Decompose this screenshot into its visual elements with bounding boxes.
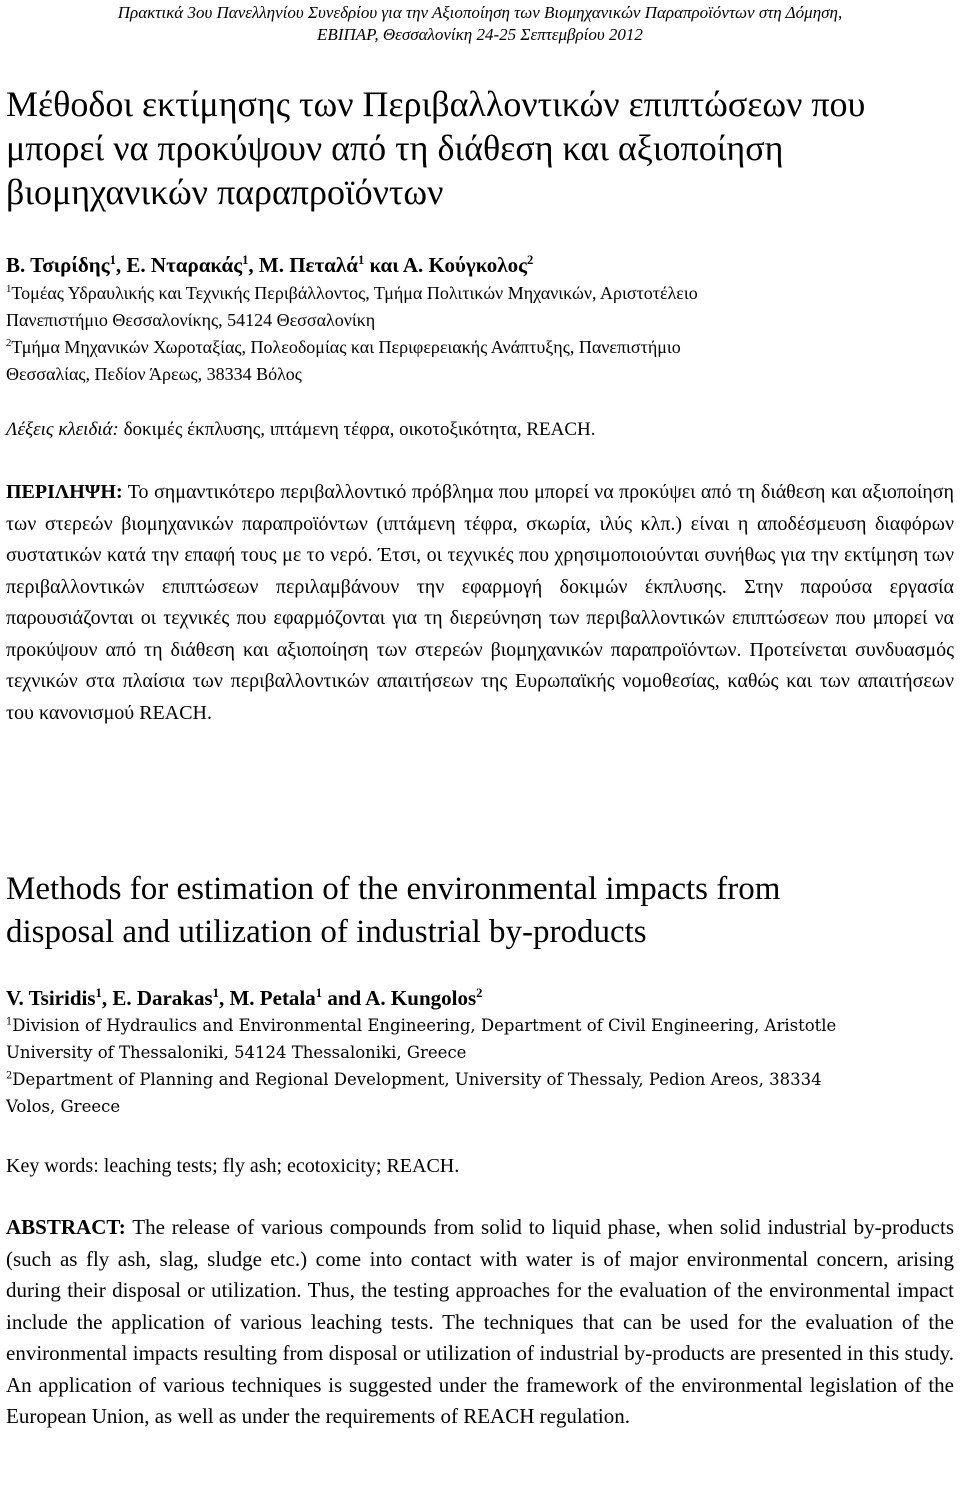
author-name: Α. Κούγκολος bbox=[402, 253, 527, 277]
english-affiliations bbox=[6, 1012, 951, 1120]
affiliation-sup: 2 bbox=[6, 1070, 13, 1082]
greek-keywords bbox=[6, 418, 946, 442]
greek-title-line: μπορεί να προκύψουν από τη διάθεση και αξιοποίηση bbox=[6, 128, 784, 168]
english-title-line: Methods for estimation of the environmental impacts from bbox=[6, 871, 781, 907]
english-authors bbox=[6, 985, 946, 1011]
author-sep: , bbox=[101, 986, 113, 1010]
author-sep: , bbox=[218, 986, 230, 1010]
affiliation-line: University of Thessaloniki, 54124 Thessaloniki, Greece bbox=[6, 1043, 467, 1062]
author-name: V. Tsiridis bbox=[6, 986, 96, 1010]
affiliation-line: Division of Hydraulics and Environmental Engineering, Department of Civil Engineering, Aristotle bbox=[12, 1016, 837, 1035]
proceedings-header bbox=[0, 2, 960, 46]
author-sup: 1 bbox=[242, 253, 249, 267]
author-sup: 1 bbox=[109, 253, 116, 267]
greek-title-line: βιομηχανικών παραπροϊόντων bbox=[6, 172, 444, 212]
abstract-text: The release of various compounds from solid to liquid phase, when solid industrial by-products (such as fly ash, slag, sludge etc.) come into contact with water is of major environmental concern, arising during their disposal or utilization. Thus, the testing approaches for the evaluation of the environmental impact include the application of various leaching tests. The techniques that can be used for the evaluation of the environmental impacts resulting from disposal or utilization of industrial by-products are presented in this study. An application of various techniques is suggested under the framework of the environmental legislation of the European Union, as well as under the requirements of REACH regulation. bbox=[6, 1215, 954, 1428]
author-name: A. Kungolos bbox=[365, 986, 477, 1010]
affiliation-line: Τομέας Υδραυλικής και Τεχνικής Περιβάλλοντος, Τμήμα Πολιτικών Μηχανικών, Αριστοτέλειο bbox=[11, 283, 698, 303]
abstract-label: ABSTRACT: bbox=[6, 1215, 126, 1239]
english-title bbox=[6, 868, 946, 954]
author-name: Ε. Νταρακάς bbox=[126, 253, 243, 277]
affiliation-sup: 1 bbox=[6, 283, 12, 295]
greek-abstract bbox=[6, 477, 954, 729]
keywords-label: Λέξεις κλειδιά: bbox=[6, 419, 119, 440]
greek-title-line: Μέθοδοι εκτίμησης των Περιβαλλοντικών επιπτώσεων που bbox=[6, 84, 866, 124]
affiliation-line: Πανεπιστήμιο Θεσσαλονίκης, 54124 Θεσσαλονίκη bbox=[6, 310, 376, 330]
english-title-line: disposal and utilization of industrial by-products bbox=[6, 914, 647, 950]
author-name: E. Darakas bbox=[112, 986, 213, 1010]
abstract-text: Το σημαντικότερο περιβαλλοντικό πρόβλημα που μπορεί να προκύψει από τη διάθεση και αξιοποίηση των στερεών βιομηχανικών παραπροϊόντων (ιπτάμενη τέφρα, σκωρία, ιλύς κλπ.) είναι η αποδέσμευση διαφόρων συστατικών κατά την επαφή τους με το νερό. Έτσι, οι τεχνικές που χρησιμοποιούνται συνήθως για την εκτίμηση των περιβαλλοντικών επιπτώσεων περιλαμβάνουν την εφαρμογή δοκιμών έκπλυσης. Στην παρούσα εργασία παρουσιάζονται οι τεχνικές που εφαρμόζονται για τη διερεύνηση των περιβαλλοντικών επιπτώσεων που μπορεί να προκύψουν από τη διάθεση και αξιοποίηση των στερεών βιομηχανικών παραπροϊόντων. Προτείνεται συνδυασμός τεχνικών στα πλαίσια των περιβαλλοντικών απαιτήσεων της Ευρωπαϊκής νομοθεσίας, καθώς και των απαιτήσεων του κανονισμού REACH. bbox=[6, 481, 954, 724]
greek-affiliations bbox=[6, 282, 951, 386]
header-line-1: Πρακτικά 3ου Πανελληνίου Συνεδρίου για την Αξιοποίηση των Βιομηχανικών Παραπροϊόντων στη Δόμηση, bbox=[117, 3, 843, 22]
author-sup: 2 bbox=[476, 986, 483, 1000]
author-sup: 1 bbox=[95, 986, 102, 1000]
english-keywords bbox=[6, 1154, 946, 1178]
author-name: Μ. Πεταλά bbox=[258, 253, 358, 277]
keywords-text: δοκιμές έκπλυσης, ιπτάμενη τέφρα, οικοτοξικότητα, REACH. bbox=[118, 419, 596, 440]
english-abstract bbox=[6, 1212, 954, 1433]
affiliation-line: Department of Planning and Regional Development, University of Thessaly, Pedion Areos, 38334 bbox=[12, 1070, 822, 1089]
author-sup: 1 bbox=[357, 253, 365, 267]
affiliation-line: Volos, Greece bbox=[6, 1097, 121, 1116]
greek-title bbox=[6, 82, 946, 214]
author-sep: , bbox=[248, 253, 259, 277]
affiliation-line: Τμήμα Μηχανικών Χωροταξίας, Πολεοδομίας και Περιφερειακής Ανάπτυξης, Πανεπιστήμιο bbox=[11, 337, 681, 357]
greek-authors bbox=[6, 252, 946, 278]
author-name: Β. Τσιρίδης bbox=[6, 253, 110, 277]
author-sep: , bbox=[115, 253, 127, 277]
author-sup: 1 bbox=[212, 986, 219, 1000]
affiliation-sup: 1 bbox=[6, 1016, 13, 1028]
author-sup: 2 bbox=[526, 253, 534, 267]
affiliation-line: Θεσσαλίας, Πεδίον Άρεως, 38334 Βόλος bbox=[6, 364, 302, 384]
author-sep: και bbox=[364, 253, 403, 277]
header-line-2: ΕΒΙΠΑΡ, Θεσσαλονίκη 24-25 Σεπτεμβρίου 2012 bbox=[317, 25, 643, 44]
abstract-label: ΠΕΡΙΛΗΨΗ: bbox=[6, 481, 123, 503]
author-sup: 1 bbox=[315, 986, 323, 1000]
keywords-text: Key words: leaching tests; fly ash; ecotoxicity; REACH. bbox=[6, 1155, 460, 1177]
author-name: M. Petala bbox=[229, 986, 316, 1010]
author-sep: and bbox=[322, 986, 366, 1010]
affiliation-sup: 2 bbox=[6, 337, 12, 349]
